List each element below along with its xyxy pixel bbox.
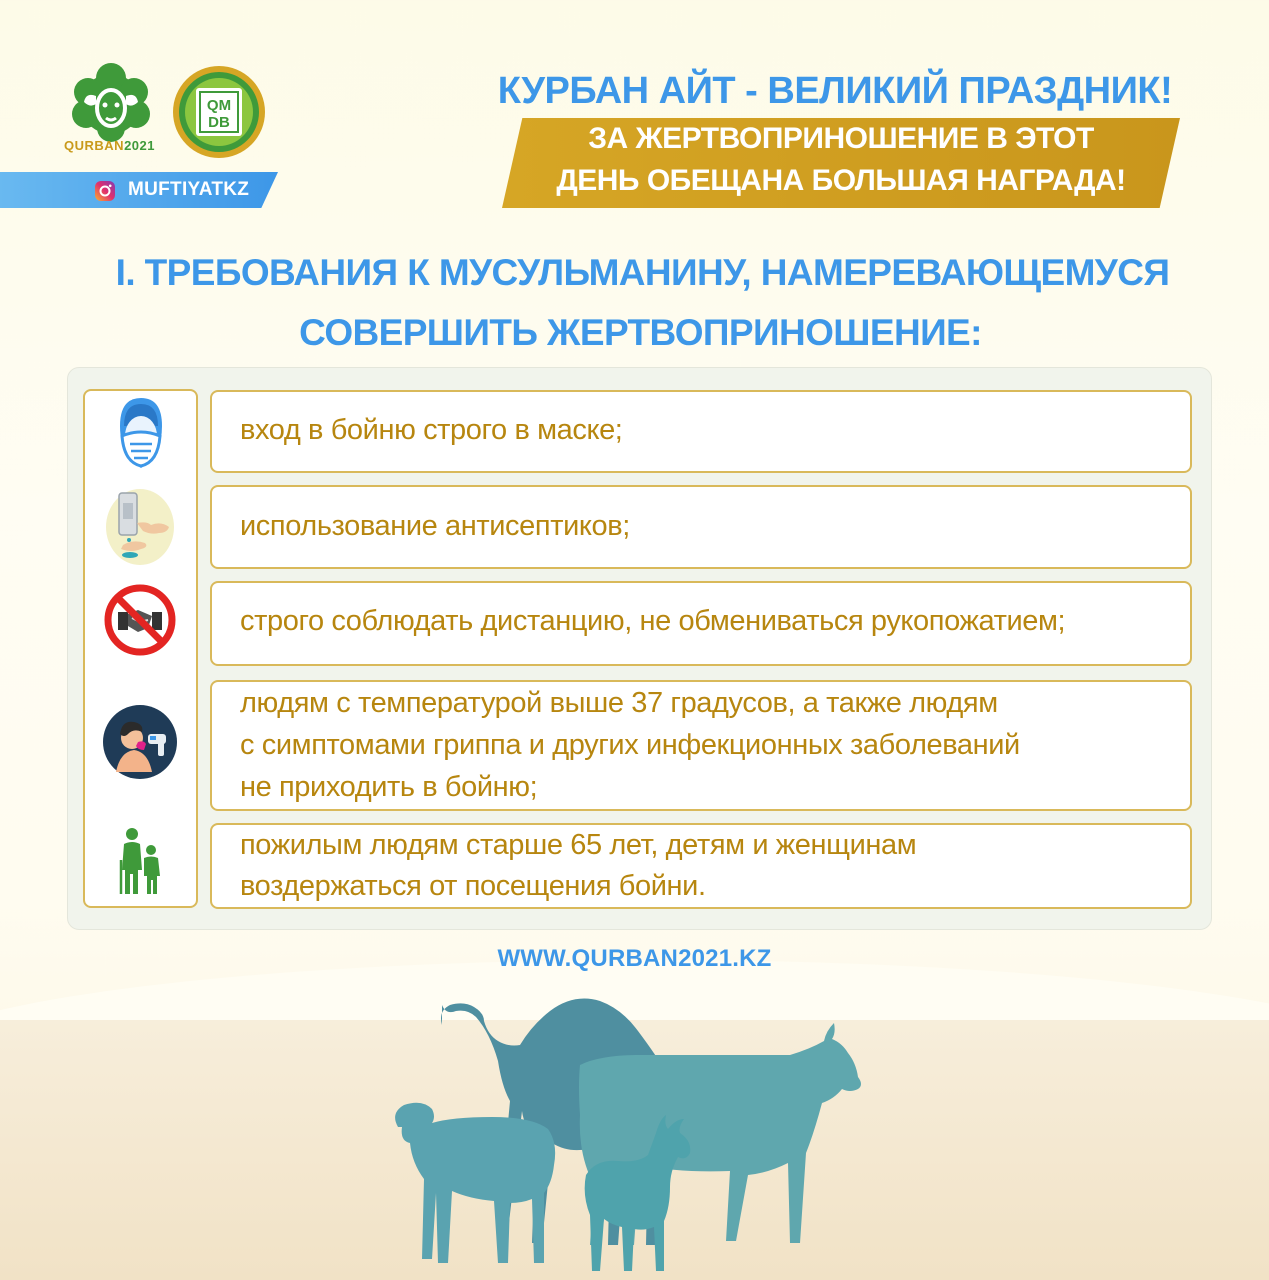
requirement-text-line-1: людям с температурой выше 37 градусов, а также людям [240,687,998,719]
face-mask-icon [110,396,172,472]
qmdb-logo-text-bottom: DB [208,114,230,131]
requirement-text: вход в бойню строго в маске; [240,414,623,446]
requirement-item-elderly [210,823,1192,909]
requirement-item-temperature [210,680,1192,811]
requirement-text-line-1: пожилым людям старше 65 лет, детям и женщинам [240,829,917,861]
no-handshake-icon [104,584,176,656]
qmdb-logo-text-top: QM [206,97,232,114]
qmdb-logo-icon [170,64,268,160]
elderly-child-icon [118,826,164,896]
reward-banner-line-2: ДЕНЬ ОБЕЩАНА БОЛЬШАЯ НАГРАДА! [556,164,1126,197]
hand-sanitizer-icon [103,487,177,567]
section-title-line-2: СОВЕРШИТЬ ЖЕРТВОПРИНОШЕНИЕ: [299,312,982,353]
qurban-logo-word: QURBAN [64,138,125,153]
main-title: КУРБАН АЙТ - ВЕЛИКИЙ ПРАЗДНИК! [497,70,1173,112]
requirement-item-antiseptic [210,485,1192,569]
sacrificial-animals-illustration [380,985,900,1280]
requirement-item-distance [210,581,1192,666]
instagram-icon [94,180,116,202]
section-title-line-1: I. ТРЕБОВАНИЯ К МУСУЛЬМАНИНУ, НАМЕРЕВАЮЩЕМУСЯ [115,252,1170,293]
requirement-text: использование антисептиков; [240,510,630,542]
reward-banner-line-1: ЗА ЖЕРТВОПРИНОШЕНИЕ В ЭТОТ [588,122,1094,155]
requirement-text-line-2: с симптомами гриппа и других инфекционных заболеваний [240,729,1020,761]
qurban-logo-year: 2021 [124,138,155,153]
website-link[interactable]: WWW.QURBAN2021.KZ [497,945,772,972]
requirement-text-line-2: воздержаться от посещения бойни. [240,870,706,902]
requirement-text-line-3: не приходить в бойню; [240,771,538,803]
qurban-logo-text [64,138,155,153]
instagram-handle[interactable]: MUFTIYATKZ [128,179,250,200]
requirement-item-mask [210,390,1192,473]
thermometer-scan-icon [102,704,178,780]
requirement-text: строго соблюдать дистанцию, не обмениваться рукопожатием; [240,605,1066,637]
sheep-silhouette [395,1103,555,1263]
